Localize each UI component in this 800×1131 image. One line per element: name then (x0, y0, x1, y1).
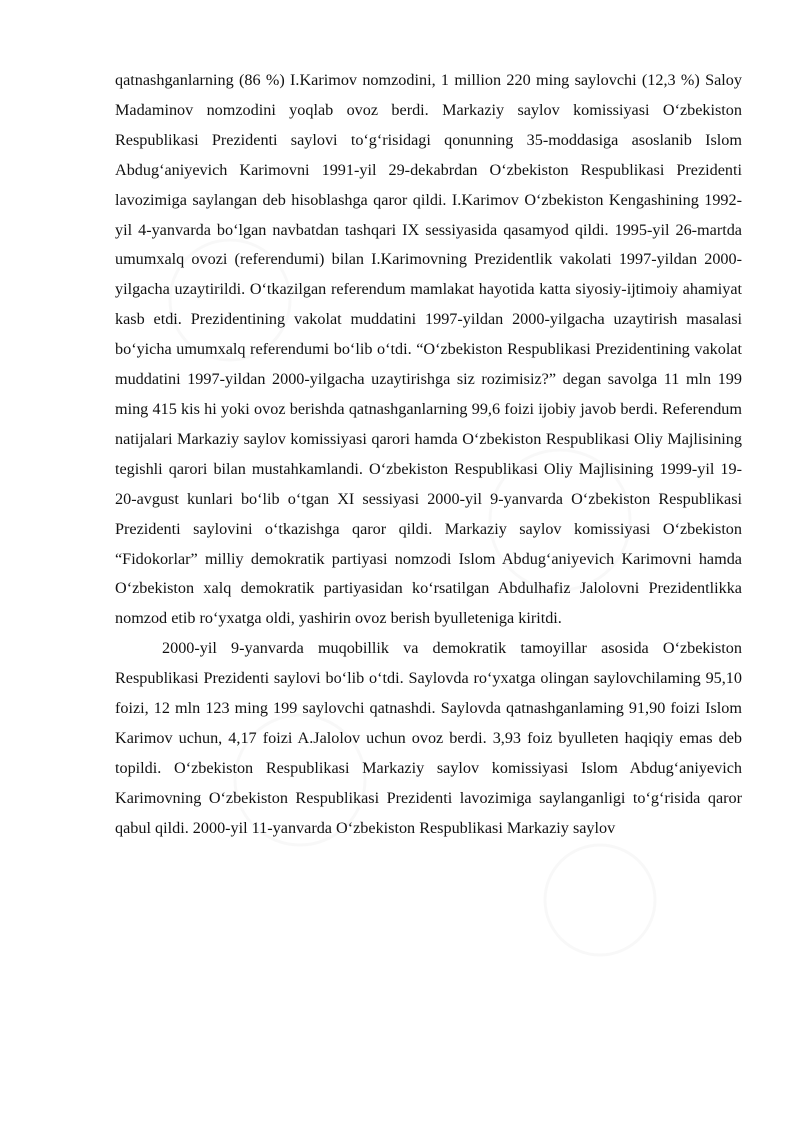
paragraph-election-2000: 2000-yil 9-yanvarda muqobillik va demokratik tamoyillar asosida O‘zbekiston Respublikasi Prezidenti saylovi bo‘lib o‘tdi. Saylovda ro‘yxatga olingan saylovchilaming 95,10 foizi, 12 mln 123 ming 199 saylovchi qatnashdi. Saylovda qatnashganlaming 91,90 foizi Islom Karimov uchun, 4,17 foizi A.Jalolov uchun ovoz berdi. 3,93 foiz byulleten haqiqiy emas deb topildi. O‘zbekiston Respublikasi Markaziy saylov komissiyasi Islom Abdug‘aniyevich Karimovning O‘zbekiston Respublikasi Prezidenti lavozimiga saylanganligi to‘g‘risida qaror qabul qildi. 2000-yil 11-yanvarda O‘zbekiston Respublikasi Markaziy saylov (115, 639, 742, 837)
paragraph-continued: qatnashganlarning (86 %) I.Karimov nomzodini, 1 million 220 ming saylovchi (12,3 %) Saloy Madaminov nomzodini yoqlab ovoz berdi. Markaziy saylov komissiyasi O‘zbekiston Respublikasi Prezidenti saylovi to‘g‘risidagi qonunning 35-moddasiga asoslanib Islom Abdug‘aniyevich Karimovni 1991-yil 29-dekabrdan O‘zbekiston Respublikasi Prezidenti lavozimiga saylangan deb hisoblashga qaror qildi. I.Karimov O‘zbekiston Kengashining 1992-yil 4-yanvarda bo‘lgan navbatdan tashqari IX sessiyasida qasamyod qildi. 1995-yil 26-martda umumxalq ovozi (referendumi) bilan I.Karimovning Prezidentlik vakolati 1997-yildan 2000-yilgacha uzaytirildi. O‘tkazilgan referendum mamlakat hayotida katta siyosiy-ijtimoiy ahamiyat kasb etdi. Prezidentining vakolat muddatini 1997-yildan 2000-yilgacha uzaytirish masalasi bo‘yicha umumxalq referendumi bo‘lib o‘tdi. “O‘zbekiston Respublikasi Prezidentining vakolat muddatini 1997-yildan 2000-yilgacha uzaytirishga siz rozimisiz?” degan savolga 11 mln 199 ming 415 kis hi yoki ovoz berishda qatnashganlarning 99,6 foizi ijobiy javob berdi. Referendum natijalari Markaziy saylov komissiyasi qarori hamda O‘zbekiston Respublikasi Oliy Majlisining tegishli qarori bilan mustahkamlandi. O‘zbekiston Respublikasi Oliy Majlisining 1999-yil 19-20-avgust kunlari bo‘lib o‘tgan XI sessiyasi 2000-yil 9-yanvarda O‘zbekiston Respublikasi Prezidenti saylovini o‘tkazishga qaror qildi. Markaziy saylov komissiyasi O‘zbekiston “Fidokorlar” milliy demokratik partiyasi nomzodi Islom Abdug‘aniyevich Karimovni hamda O‘zbekiston xalq demokratik partiyasidan ko‘rsatilgan Abdulhafiz Jalolovni Prezidentlikka nomzod etib ro‘yxatga oldi, yashirin ovoz berish byulleteniga kiritdi. (115, 71, 742, 628)
document-page (115, 66, 742, 844)
